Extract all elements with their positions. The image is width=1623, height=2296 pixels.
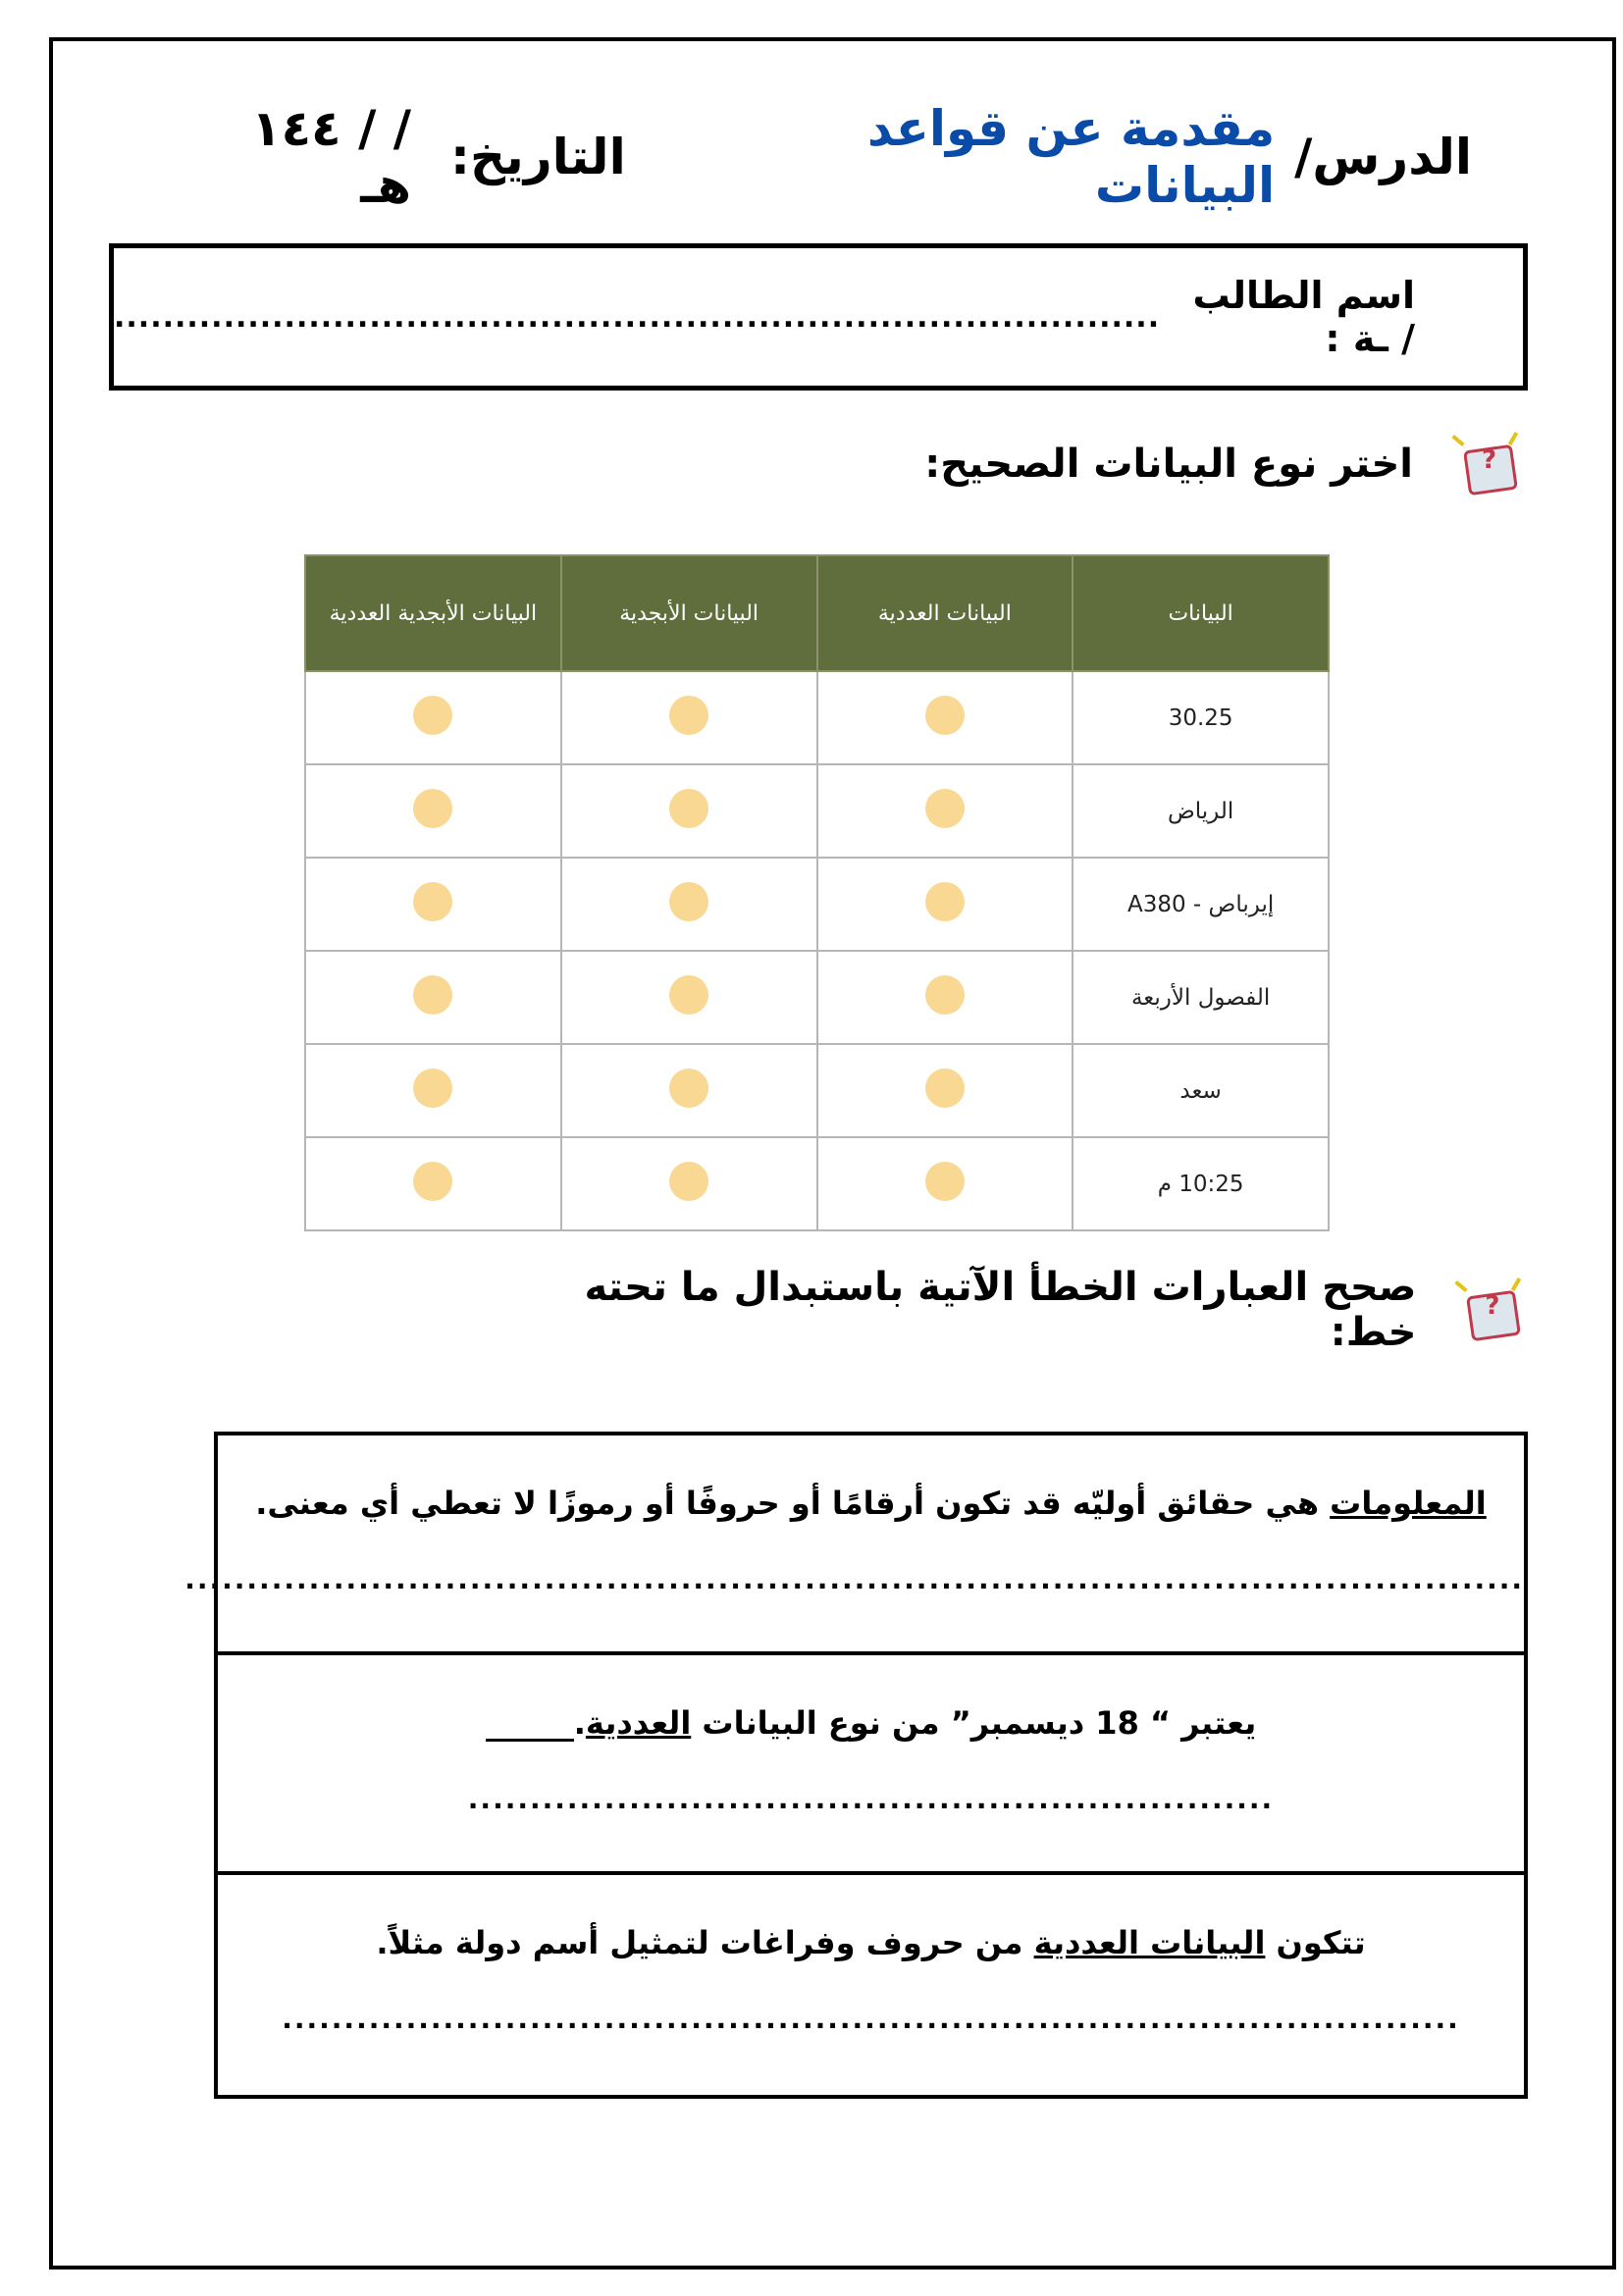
data-cell: سعد: [1073, 1044, 1329, 1137]
date-value: / / ١٤٤ هـ: [251, 100, 412, 214]
statement-after: من حروف وفراغات لتمثيل أسم دولة مثلاً.: [376, 1924, 1034, 1961]
lesson-label: الدرس/: [1294, 129, 1472, 185]
table-row: [305, 858, 1329, 951]
section1-title: اختر نوع البيانات الصحيح:: [924, 442, 1413, 487]
statement-after: .: [573, 1704, 586, 1742]
choice-circle[interactable]: [669, 696, 708, 735]
choice-cell: [817, 671, 1073, 764]
choice-circle[interactable]: [925, 789, 965, 828]
choice-circle[interactable]: [925, 1162, 965, 1201]
choice-circle[interactable]: [413, 975, 452, 1015]
table-row: [305, 1044, 1329, 1137]
choice-cell: [305, 764, 561, 858]
student-name-box: [109, 243, 1528, 391]
statement-before: يعتبر “ 18 ديسمبر” من نوع البيانات: [691, 1704, 1257, 1742]
data-cell: 30.25: [1073, 671, 1329, 764]
choice-cell: [817, 951, 1073, 1044]
underlined-term: المعلومات: [1330, 1485, 1487, 1522]
choice-cell: [561, 764, 817, 858]
choice-circle[interactable]: [413, 696, 452, 735]
column-header: البيانات الأبجدية العددية: [305, 555, 561, 671]
choice-circle[interactable]: [413, 1162, 452, 1201]
section1-heading: [638, 430, 1521, 498]
column-header: البيانات العددية: [817, 555, 1073, 671]
section2-title: صحح العبارات الخطأ الآتية باستبدال ما تحته خط:: [584, 1265, 1417, 1355]
statement-text: [218, 1924, 1524, 1961]
answer-line[interactable]: ............................................................................................................: [184, 1563, 1524, 1595]
worksheet-header: [196, 100, 1472, 214]
answer-line[interactable]: ...............................................................................................: [282, 2003, 1460, 2035]
lesson-name: مقدمة عن قواعد البيانات: [866, 100, 1276, 214]
data-type-table: [304, 554, 1330, 1231]
statement-before: تتكون: [1265, 1924, 1366, 1961]
choice-circle[interactable]: [669, 882, 708, 921]
choice-cell: [305, 1137, 561, 1230]
question-card-icon: ?: [1455, 1276, 1521, 1344]
underlined-term: العددية: [585, 1704, 692, 1742]
section2-heading: [530, 1265, 1521, 1355]
choice-cell: [305, 951, 561, 1044]
statement-row: [184, 1435, 1524, 1655]
choice-cell: [561, 1044, 817, 1137]
table-row: [305, 764, 1329, 858]
underlined-term: البيانات العددية: [1033, 1924, 1266, 1961]
choice-cell: [817, 764, 1073, 858]
statement-rest: هي حقائق أوليّه قد تكون أرقامًا أو حروفًا أو رموزًا لا تعطي أي معنى.: [255, 1485, 1331, 1522]
table-row: [305, 951, 1329, 1044]
choice-cell: [817, 1137, 1073, 1230]
statement-row: [218, 1875, 1524, 2095]
choice-cell: [561, 858, 817, 951]
choice-circle[interactable]: [413, 789, 452, 828]
choice-circle[interactable]: [669, 975, 708, 1015]
answer-line[interactable]: .................................................................: [467, 1783, 1275, 1815]
data-cell: 10:25 م: [1073, 1137, 1329, 1230]
choice-cell: [817, 1044, 1073, 1137]
choice-cell: [561, 1137, 817, 1230]
question-card-icon: ?: [1452, 430, 1521, 498]
choice-cell: [561, 671, 817, 764]
statement-row: [218, 1655, 1524, 1875]
student-name-label: اسم الطالب / ـة :: [1192, 274, 1415, 360]
choice-circle[interactable]: [669, 1069, 708, 1108]
statement-text: [218, 1704, 1524, 1742]
choice-circle[interactable]: [669, 1162, 708, 1201]
table-row: [305, 671, 1329, 764]
student-name-field[interactable]: ......................................................................................: [114, 299, 1161, 335]
choice-circle[interactable]: [925, 696, 965, 735]
column-header: البيانات: [1073, 555, 1329, 671]
corrections-box: [184, 1432, 1528, 2099]
data-cell: الفصول الأربعة: [1073, 951, 1329, 1044]
data-cell: الرياض: [1073, 764, 1329, 858]
column-header: البيانات الأبجدية: [561, 555, 817, 671]
choice-circle[interactable]: [413, 882, 452, 921]
date-label: التاريخ:: [450, 129, 626, 185]
underline-blank: [486, 1711, 574, 1742]
statement-text: [218, 1485, 1524, 1522]
choice-cell: [305, 858, 561, 951]
choice-circle[interactable]: [925, 975, 965, 1015]
choice-circle[interactable]: [413, 1069, 452, 1108]
table-row: [305, 1137, 1329, 1230]
choice-cell: [817, 858, 1073, 951]
choice-circle[interactable]: [925, 882, 965, 921]
choice-circle[interactable]: [925, 1069, 965, 1108]
choice-cell: [305, 1044, 561, 1137]
choice-circle[interactable]: [669, 789, 708, 828]
choice-cell: [305, 671, 561, 764]
choice-cell: [561, 951, 817, 1044]
data-cell: إيرباص - A380: [1073, 858, 1329, 951]
